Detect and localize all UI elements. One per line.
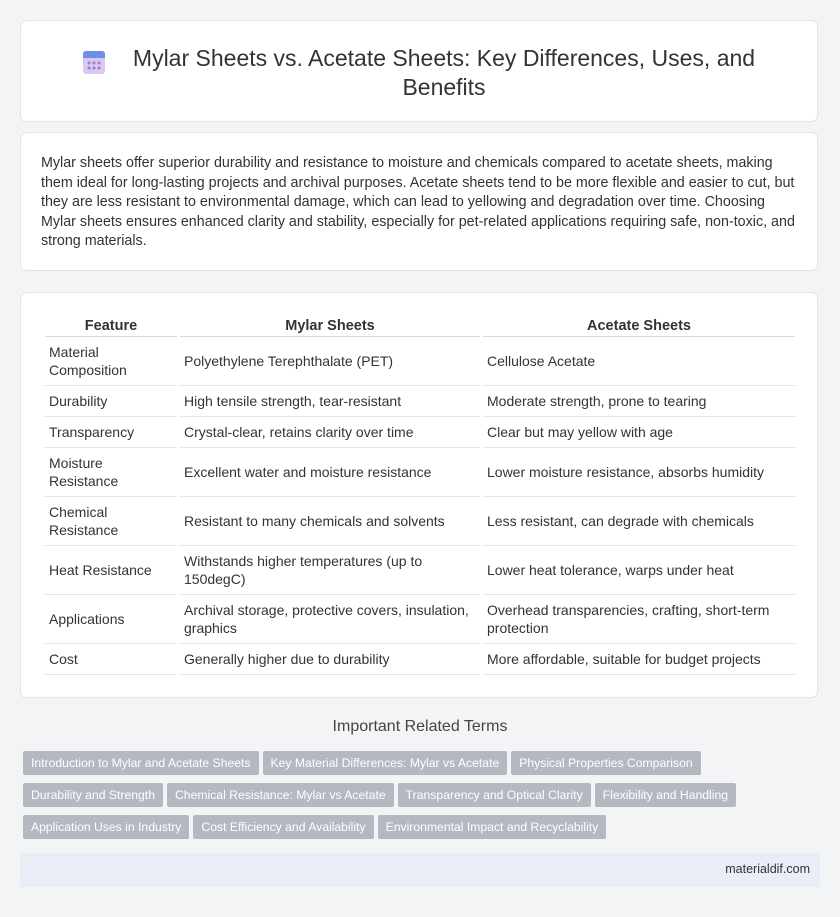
column-header: Feature [45,315,177,337]
acetate-cell: More affordable, suitable for budget projects [483,644,795,675]
related-term-tag[interactable]: Environmental Impact and Recyclability [378,815,607,839]
related-terms-heading: Important Related Terms [332,718,508,735]
footer-site-link[interactable]: materialdif.com [725,862,810,876]
table-row [45,417,795,448]
table-row [45,448,795,497]
column-header: Mylar Sheets [180,315,480,337]
mylar-cell: Generally higher due to durability [180,644,480,675]
feature-cell: Moisture Resistance [45,448,177,497]
intro-text: Mylar sheets offer superior durability and resistance to moisture and chemicals compared to acetate sheets, making them ideal for long-lasting projects and archival purposes. Acetate sheets tend to be more flexible and easier to cut, but they are less resistant to environmental damage, which can lead to yellowing and degradation over time. Choosing Mylar sheets ensures enhanced clarity and stability, especially for pet-related applications requiring safe, non-toxic, and strong materials. [41,155,795,250]
column-header: Acetate Sheets [483,315,795,337]
acetate-cell: Moderate strength, prone to tearing [483,386,795,417]
mylar-cell: Crystal-clear, retains clarity over time [180,417,480,448]
mylar-cell: Resistant to many chemicals and solvents [180,497,480,546]
related-terms-list [23,751,813,847]
table-row [45,595,795,644]
acetate-cell: Lower heat tolerance, warps under heat [483,546,795,595]
related-term-tag[interactable]: Key Material Differences: Mylar vs Acetate [263,751,508,775]
feature-cell: Applications [45,595,177,644]
comparison-table [42,315,798,675]
table-row [45,644,795,675]
related-term-tag[interactable]: Cost Efficiency and Availability [193,815,373,839]
acetate-cell: Overhead transparencies, crafting, short-term protection [483,595,795,644]
related-term-tag[interactable]: Transparency and Optical Clarity [398,783,591,807]
feature-cell: Transparency [45,417,177,448]
related-term-tag[interactable]: Chemical Resistance: Mylar vs Acetate [167,783,394,807]
header-card [20,20,818,122]
feature-cell: Material Composition [45,337,177,386]
comparison-table-card [20,292,818,698]
feature-cell: Heat Resistance [45,546,177,595]
related-term-tag[interactable]: Application Uses in Industry [23,815,189,839]
mylar-cell: Withstands higher temperatures (up to 150degC) [180,546,480,595]
related-term-tag[interactable]: Flexibility and Handling [595,783,736,807]
mylar-cell: Archival storage, protective covers, insulation, graphics [180,595,480,644]
table-header-row [45,315,795,337]
acetate-cell: Cellulose Acetate [483,337,795,386]
feature-cell: Cost [45,644,177,675]
table-row [45,546,795,595]
feature-cell: Chemical Resistance [45,497,177,546]
mylar-cell: Polyethylene Terephthalate (PET) [180,337,480,386]
table-row [45,386,795,417]
page-title: Mylar Sheets vs. Acetate Sheets: Key Differences, Uses, and Benefits [132,45,756,100]
mylar-cell: High tensile strength, tear-resistant [180,386,480,417]
mylar-cell: Excellent water and moisture resistance [180,448,480,497]
related-term-tag[interactable]: Durability and Strength [23,783,163,807]
table-row [45,497,795,546]
related-term-tag[interactable]: Physical Properties Comparison [511,751,700,775]
acetate-cell: Less resistant, can degrade with chemicals [483,497,795,546]
acetate-cell: Clear but may yellow with age [483,417,795,448]
intro-card [20,132,818,271]
feature-cell: Durability [45,386,177,417]
table-row [45,337,795,386]
acetate-cell: Lower moisture resistance, absorbs humidity [483,448,795,497]
document-icon [81,48,107,76]
related-term-tag[interactable]: Introduction to Mylar and Acetate Sheets [23,751,259,775]
footer [20,853,820,887]
